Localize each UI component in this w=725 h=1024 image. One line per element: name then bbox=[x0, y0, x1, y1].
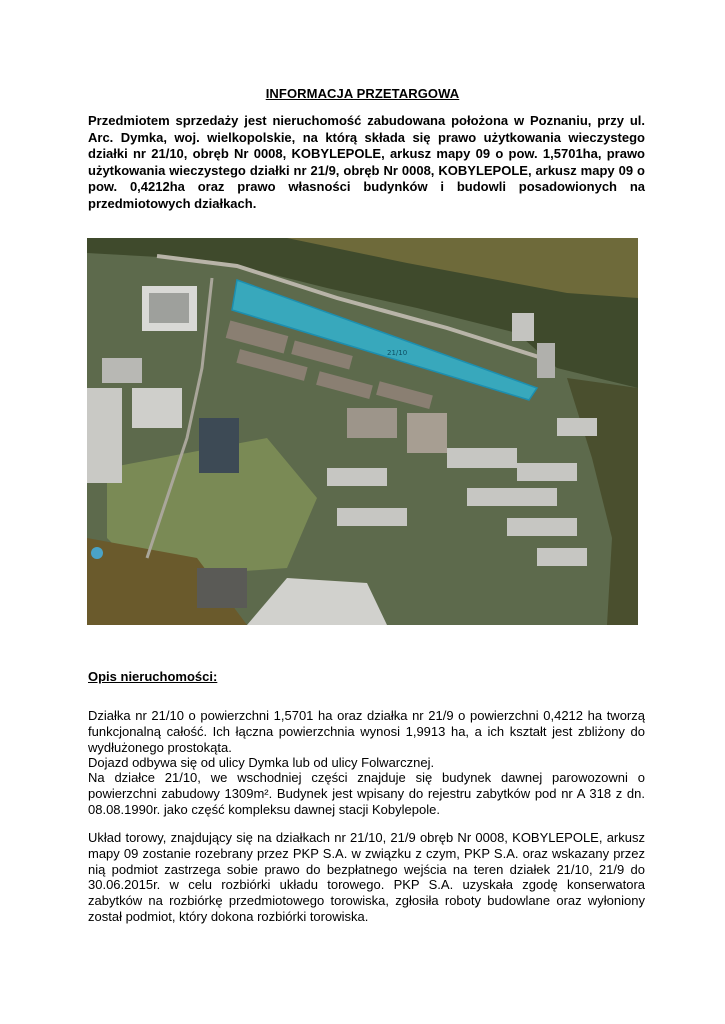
description-paragraph-1: Działka nr 21/10 o powierzchni 1,5701 ha oraz działka nr 21/9 o powierzchni 0,4212 ha tworzą funkcjonalną całość. Ich łączna powierzchnia wynosi 1,9913 ha, a ich kształt jest zbliżony do wydłużonego prostokąta. bbox=[88, 708, 645, 755]
map-pool bbox=[91, 547, 103, 559]
aerial-map-graphic bbox=[87, 238, 638, 625]
map-parking bbox=[197, 568, 247, 608]
description-paragraph-4: Układ torowy, znajdujący się na działkach nr 21/10, 21/9 obręb Nr 0008, KOBYLEPOLE, arkusz mapy 09 zostanie rozebrany przez PKP S.A. w związku z czym, PKP S.A. oraz wskazany przez nią podmiot zastrzega sobie prawo do bezpłatnego wejścia na teren działek 21/10, 21/9 do 30.06.2015r. w celu rozbiórki układu torowego. PKP S.A. uzyskała zgodę konserwatora zabytków na rozbiórkę przedmiotowego torowiska, zgłosiła roboty budowlane oraz wyłoniony został podmiot, który dokona rozbiórki torowiska. bbox=[88, 830, 645, 924]
map-building bbox=[87, 388, 122, 483]
lead-paragraph: Przedmiotem sprzedaży jest nieruchomość zabudowana położona w Poznaniu, przy ul. Arc. Dymka, woj. wielkopolskie, na którą składa się prawo użytkowania wieczystego działki nr 21/10, obręb Nr 0008, KOBYLEPOLE, arkusz mapy 09 o pow. 1,5701ha, prawo użytkowania wieczystego działki nr 21/9, obręb Nr 0008, KOBYLEPOLE, arkusz mapy 09 o pow. 0,4212ha oraz prawo własności budynków i budowli posadowionych na przedmiotowych działkach. bbox=[88, 113, 645, 211]
map-solar-panels bbox=[199, 418, 239, 473]
section-heading: Opis nieruchomości: bbox=[88, 669, 218, 684]
map-building-east bbox=[512, 313, 534, 341]
plot-label: 21/10 bbox=[387, 349, 408, 357]
document-title: INFORMACJA PRZETARGOWA bbox=[265, 86, 460, 101]
map-building-courtyard bbox=[149, 293, 189, 323]
map-building-east bbox=[537, 343, 555, 378]
map-building bbox=[102, 358, 142, 383]
map-building bbox=[132, 388, 182, 428]
description-paragraph-2: Dojazd odbywa się od ulicy Dymka lub od ulicy Folwarcznej. bbox=[88, 755, 435, 770]
description-paragraph-3: Na działce 21/10, we wschodniej części znajduje się budynek dawnej parowozowni o powierzchni zabudowy 1309m². Budynek jest wpisany do rejestru zabytków pod nr A 318 z dn. 08.08.1990r. jako część kompleksu dawnej stacji Kobylepole. bbox=[88, 770, 645, 817]
aerial-map bbox=[87, 238, 638, 625]
